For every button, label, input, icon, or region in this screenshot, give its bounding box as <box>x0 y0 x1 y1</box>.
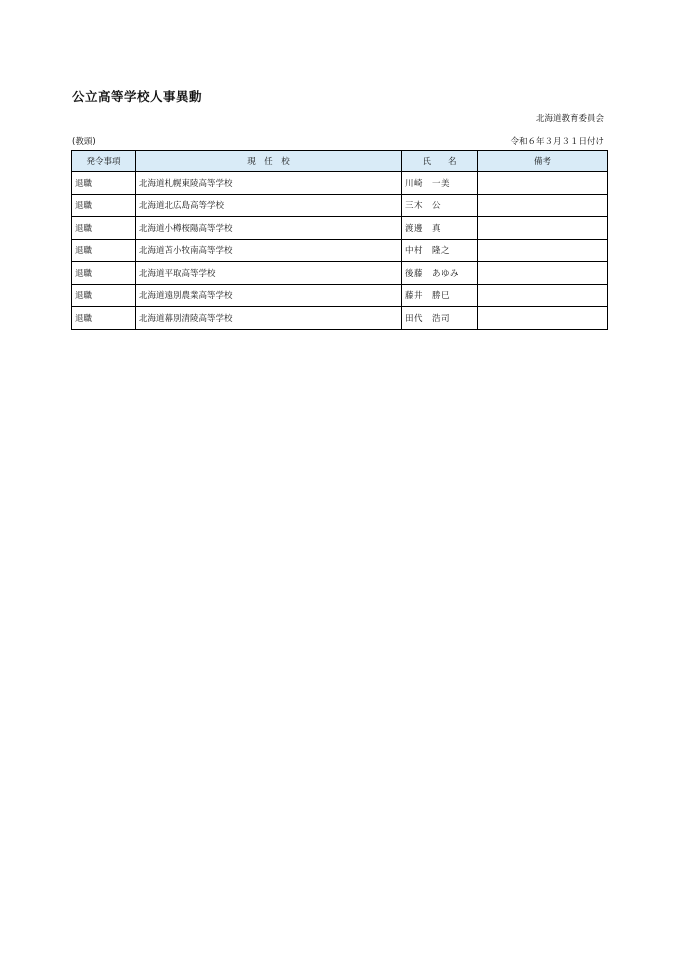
cell-name: 田代 浩司 <box>402 307 478 330</box>
header-action: 発令事項 <box>72 151 136 172</box>
cell-action: 退職 <box>72 307 136 330</box>
cell-note <box>478 307 608 330</box>
cell-school: 北海道平取高等学校 <box>136 262 402 285</box>
cell-note <box>478 217 608 240</box>
header-name: 氏 名 <box>402 151 478 172</box>
cell-school: 北海道札幌東陵高等学校 <box>136 172 402 195</box>
table-row <box>72 217 608 240</box>
cell-name: 藤井 勝巳 <box>402 284 478 307</box>
cell-note <box>478 172 608 195</box>
cell-school: 北海道遠別農業高等学校 <box>136 284 402 307</box>
table-row <box>72 172 608 195</box>
table-row <box>72 284 608 307</box>
cell-name: 三木 公 <box>402 194 478 217</box>
cell-action: 退職 <box>72 194 136 217</box>
table-row <box>72 262 608 285</box>
cell-note <box>478 262 608 285</box>
page-title: 公立高等学校人事異動 <box>72 89 203 104</box>
cell-school: 北海道北広島高等学校 <box>136 194 402 217</box>
cell-action: 退職 <box>72 172 136 195</box>
cell-name: 渡邊 真 <box>402 217 478 240</box>
cell-school: 北海道小樽桜陽高等学校 <box>136 217 402 240</box>
cell-action: 退職 <box>72 217 136 240</box>
table-row <box>72 194 608 217</box>
cell-school: 北海道苫小牧南高等学校 <box>136 239 402 262</box>
cell-name: 中村 隆之 <box>402 239 478 262</box>
cell-note <box>478 239 608 262</box>
table-header-row <box>72 151 608 172</box>
cell-name: 川崎 一美 <box>402 172 478 195</box>
table-row <box>72 307 608 330</box>
cell-action: 退職 <box>72 239 136 262</box>
personnel-table <box>71 150 608 330</box>
position-category: (教頭) <box>72 137 96 147</box>
table-row <box>72 239 608 262</box>
cell-school: 北海道幕別清陵高等学校 <box>136 307 402 330</box>
header-note: 備考 <box>478 151 608 172</box>
cell-action: 退職 <box>72 262 136 285</box>
cell-action: 退職 <box>72 284 136 307</box>
cell-note <box>478 284 608 307</box>
header-school: 現 任 校 <box>136 151 402 172</box>
issuer-label: 北海道教育委員会 <box>535 114 604 124</box>
effective-date: 令和６年３月３１日付け <box>510 137 604 147</box>
cell-note <box>478 194 608 217</box>
cell-name: 後藤 あゆみ <box>402 262 478 285</box>
